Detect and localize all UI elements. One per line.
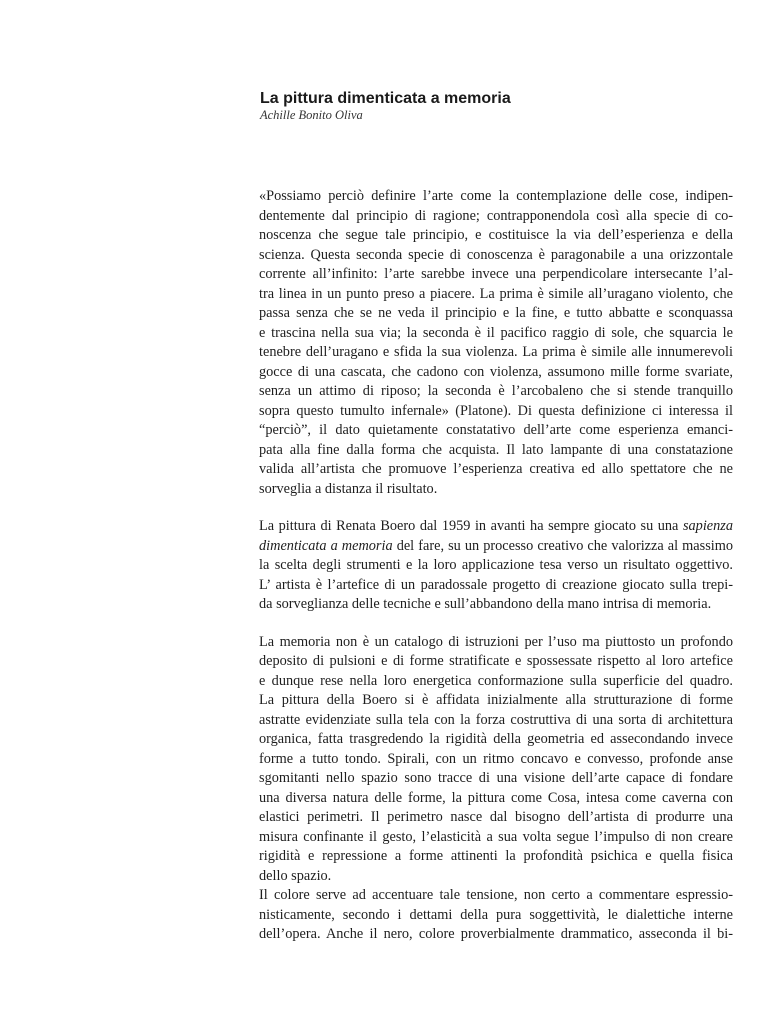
text-line: corrente all’infinito: l’arte sarebbe invece una perpendicolare intersecante l’al- — [259, 266, 733, 282]
text-line: La memoria non è un catalogo di istruzioni per l’uso ma piuttosto un profondo — [259, 633, 733, 650]
text-line: e dunque rese nella loro energetica conformazione sulla superficie del quadro. — [259, 672, 733, 689]
text-line: deposito di pulsioni e di forme stratificate e spossessate rispetto al loro artefice — [259, 653, 733, 669]
italic-phrase: dimenticata a memoria — [259, 537, 393, 554]
text-line: sopra questo tumulto infernale» (Platone). Di questa definizione ci interessa il — [259, 402, 733, 419]
text-line: dell’opera. Anche il nero, colore proverbialmente drammatico, asseconda il bi- — [259, 926, 733, 942]
text-line: una diversa natura delle forme, la pittura come Cosa, intesa come caverna con — [259, 789, 733, 806]
text-line: tenebre dell’uragano e sfida la sua violenza. La prima è simile alle innumerevoli — [259, 344, 733, 360]
text-line — [259, 517, 733, 537]
text-line: dentemente dal principio di ragione; contrapponendola così alla specie di co- — [259, 207, 733, 224]
paragraph-quote — [259, 187, 739, 499]
text-line: misura confinante il gesto, l’elasticità a sua volta segue l’impulso di non creare — [259, 828, 733, 845]
text-line: nisticamente, secondo i dettami della pura soggettività, le dialettiche interne — [259, 906, 733, 923]
text-line: rigidità e repressione a forme attinenti la profondità psichica e quella fisica — [259, 848, 733, 864]
paragraph-colore — [259, 886, 739, 945]
text-line: tra linea in un punto preso a piacere. La prima è simile all’uragano violento, che — [259, 285, 733, 302]
text-line: Il colore serve ad accentuare tale tensione, non certo a commentare espressio- — [259, 887, 733, 903]
text-line: “perciò”, il dato quietamente constatativo dell’arte come esperienza emanci- — [259, 422, 733, 438]
text-segment: La pittura di Renata Boero dal 1959 in avanti ha sempre giocato su una — [259, 518, 683, 534]
text-line: L’ artista è l’artefice di un paradossale progetto di creazione giocato sulla trepi- — [259, 576, 733, 593]
text-line: «Possiamo perciò definire l’arte come la contemplazione delle cose, indipen- — [259, 188, 733, 204]
text-line: da sorveglianza delle tecniche e sull’abbandono della mano intrisa di memoria. — [259, 596, 712, 612]
text-line: pata alla fine dalla forma che acquista. Il lato lampante di una constatazione — [259, 441, 733, 458]
text-line: sgomitanti nello spazio sono tracce di una visione dell’arte capace di fondare — [259, 770, 733, 786]
text-segment: del fare, su un processo creativo che valorizza al massimo — [392, 537, 734, 554]
text-line: forme a tutto tondo. Spirali, con un ritmo concavo e convesso, profonde anse — [259, 750, 733, 767]
text-line: La pittura della Boero si è affidata inizialmente alla strutturazione di forme — [259, 692, 733, 708]
text-line: dello spazio. — [259, 867, 332, 884]
article-title: La pittura dimenticata a memoria — [260, 90, 511, 107]
text-line: sorveglia a distanza il risultato. — [259, 480, 438, 497]
author-name: Achille Bonito Oliva — [260, 108, 363, 122]
text-line: noscenza che segue tale principio, e costituisce la via dell’esperienza e della — [259, 227, 733, 243]
text-line: astratte evidenziate sulla tela con la forza costruttiva di una sorta di architettura — [259, 711, 733, 728]
text-line: la scelta degli strumenti e la loro applicazione tesa verso un risultato oggettivo. — [259, 557, 733, 573]
text-line: gocce di una cascata, che cadono con violenza, assumono mille forme svariate, — [259, 363, 733, 380]
text-line: valida all’artista che promuove l’esperienza creativa ed allo spettatore che ne — [259, 461, 733, 477]
paragraph-memoria — [259, 633, 739, 887]
text-line: e trascina nella sua via; la seconda è il pacifico raggio di sole, che squarcia le — [259, 324, 733, 341]
text-line — [259, 537, 733, 557]
text-line: organica, fatta trasgredendo la rigidità della geometria ed assecondando invece — [259, 731, 733, 747]
text-line: senza un attimo di riposo; la seconda è l’arcobaleno che si stende tranquillo — [259, 383, 733, 399]
text-line: scienza. Questa seconda specie di conoscenza è paragonabile a una orizzontale — [259, 246, 733, 263]
article-body — [259, 187, 739, 945]
italic-phrase: sapienza — [682, 518, 733, 534]
text-line: passa senza che se ne veda il principio e la fine, e tutto abbatte e sconquassa — [259, 305, 733, 321]
paragraph-boero — [259, 517, 739, 615]
text-line: elastici perimetri. Il perimetro nasce dal bisogno dell’artista di produrre una — [259, 809, 733, 825]
